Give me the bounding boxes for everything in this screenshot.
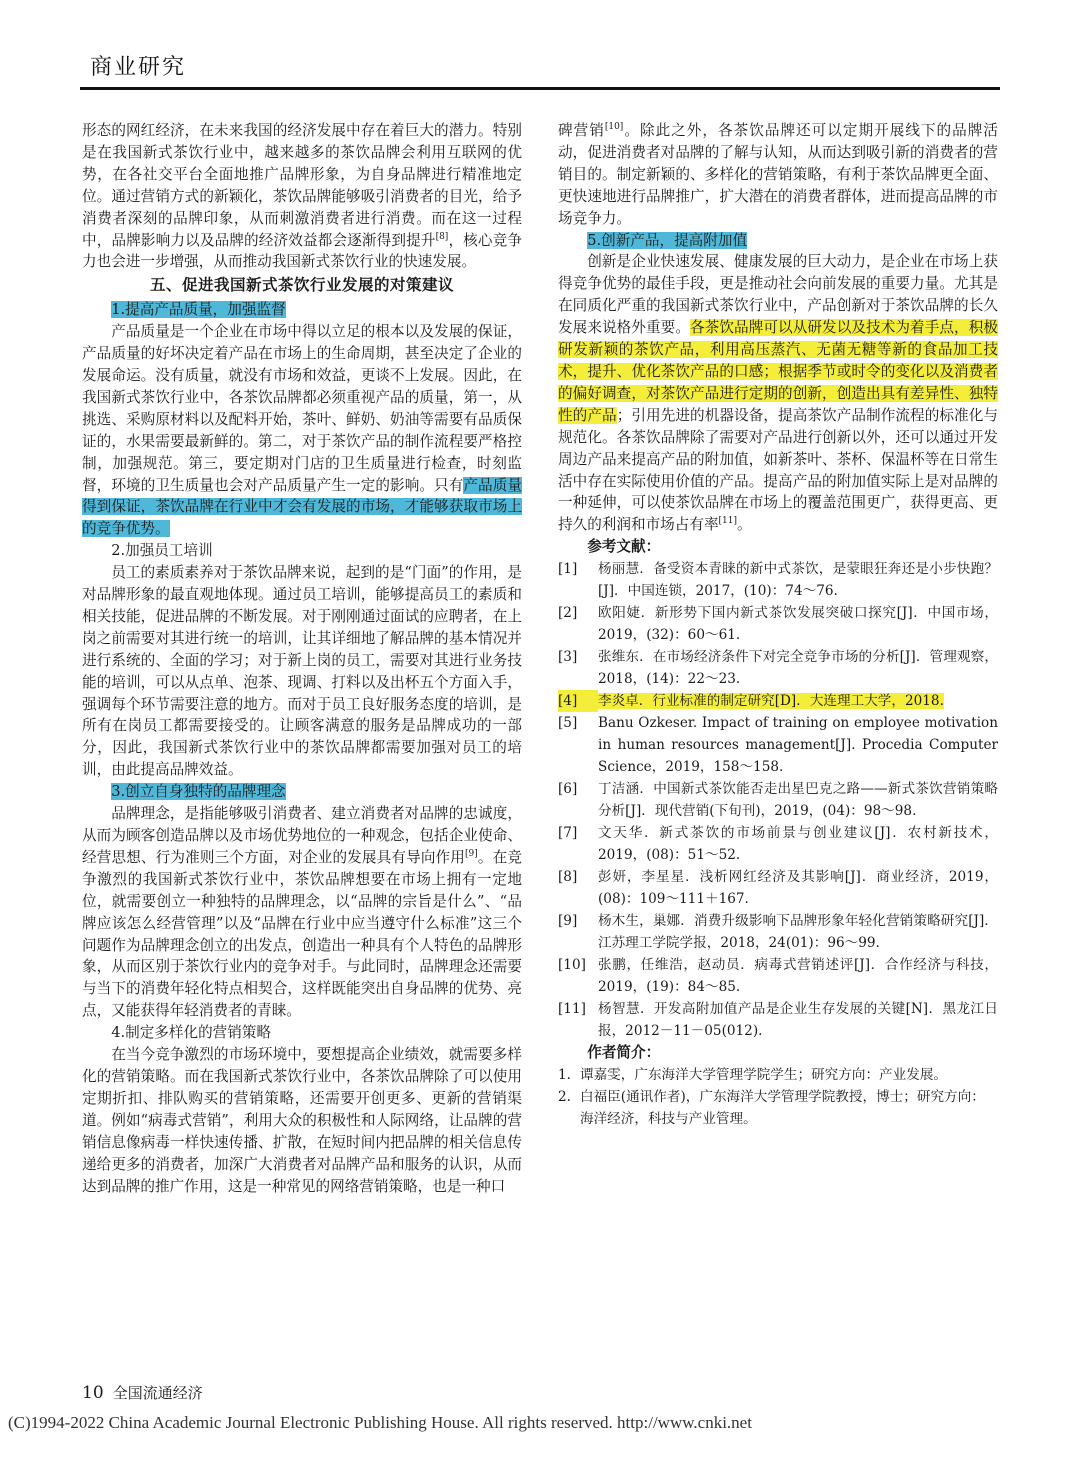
highlight-quality: 产品质量得到保证，茶饮品牌在行业中才会有发展的市场，才能够获取市场上的竞争优势。 <box>82 476 522 538</box>
subheading-4: 4.制定多样化的营销策略 <box>111 1024 272 1042</box>
reference-item: [1] 杨丽慧．备受资本青睐的新中式茶饮，是蒙眼狂奔还是小步快跑？[J]．中国连锁，2017，(10)：74～76. <box>558 561 998 600</box>
paragraph-training: 员工的素质素养对于茶饮品牌来说，起到的是“门面”的作用，是对品牌形象的最直观地体现。通过员工培训，能够提高员工的素质和相关技能，促进品牌的不断发展。对于刚刚通过面试的应聘者，在上岗之前需要对其进行统一的培训，让其详细地了解品牌的基本情况并进行系统的、全面的学习；对于新上岗的员工，需要对其进行业务技能的培训，可以从点单、泡茶、现调、打料以及出杯五个方面入手，强调每个环节需要注意的地方。而对于员工良好服务态度的培训，是所有在岗员工都需要接受的。让顾客满意的服务是品牌成功的一部分，因此，我国新式茶饮行业中的茶饮品牌都需要加强对员工的培训，由此提高品牌效益。 <box>82 564 522 779</box>
reference-item: [5] Banu Ozkeser. Impact of training on employee motivation in human resources management[J]. Procedia Computer Science，2019，158～158. <box>558 715 998 776</box>
subheading-3: 3.创立自身独特的品牌理念 <box>111 783 286 801</box>
page-footer <box>82 1382 582 1403</box>
reference-item-highlighted: [4] 李炎卓．行业标准的制定研究[D]．大连理工大学，2018. <box>558 690 998 712</box>
citation-11[interactable]: [11] <box>718 516 738 527</box>
highlight-innovation: 各茶饮品牌可以从研发以及技术为着手点，积极研发新颖的茶饮产品，利用高压蒸汽、无菌无糖等新的食品加工技术，提升、优化茶饮产品的口感；根据季节或时令的变化以及消费者的偏好调查，对茶饮产品进行定期的创新，创造出具有差异性、独特性的产品 <box>558 319 998 424</box>
reference-item: [2] 欧阳婕．新形势下国内新式茶饮发展突破口探究[J]．中国市场，2019，(32)：60～61. <box>558 605 998 644</box>
citation-10[interactable]: [10] <box>604 122 624 133</box>
citation-8[interactable]: [8] <box>435 231 449 242</box>
reference-item: [11] 杨智慧．开发高附加值产品是企业生存发展的关键[N]．黑龙江日报，2012－11－05(012). <box>558 1001 998 1040</box>
references-title: 参考文献： <box>587 538 661 556</box>
page-number: 10 <box>82 1383 104 1403</box>
paragraph-brand-concept: 品牌理念，是指能够吸引消费者、建立消费者对品牌的忠诚度，从而为顾客创造品牌以及市场优势地位的一种观念，包括企业使命、经营思想、行为准则三个方面，对企业的发展具有导向作用[9]。在竞争激烈的我国新式茶饮行业中，茶饮品牌想要在市场上拥有一定地位，就需要创立一种独特的品牌理念，以“品牌的宗旨是什么”、“品牌应该怎么经营管理”以及“品牌在行业中应当遵守什么标准”这三个问题作为品牌理念创立的出发点，创造出一种具有个人特色的品牌形象，从而区别于茶饮行业内的竞争对手。与此同时，品牌理念还需要与当下的消费年轻化特点相契合，这样既能突出自身品牌的优势、亮点，又能获得年轻消费者的青睐。 <box>82 805 522 1020</box>
copyright-notice: (C)1994-2022 China Academic Journal Electronic Publishing House. All rights reserved. http://www.cnki.net <box>8 1413 752 1432</box>
right-column <box>558 120 998 1130</box>
references-list <box>558 558 998 1042</box>
section-label: 商业研究 <box>90 55 187 80</box>
author-item: 2. 白福臣(通讯作者)，广东海洋大学管理学院教授，博士；研究方向：海洋经济，科技与产业管理。 <box>558 1089 985 1128</box>
section-heading-5: 五、促进我国新式茶饮行业发展的对策建议 <box>149 276 454 295</box>
paragraph-marketing-cont: 碑营销[10]。除此之外，各茶饮品牌还可以定期开展线下的品牌活动，促进消费者对品牌的了解与认知，从而达到吸引新的消费者的营销目的。制定新颖的、多样化的营销策略，有利于茶饮品牌更全面、更快速地进行品牌推广，扩大潜在的消费者群体，进而提高品牌的市场竞争力。 <box>558 122 998 227</box>
journal-name: 全国流通经济 <box>112 1384 203 1402</box>
reference-item: [9] 杨木生，巢娜．消费升级影响下品牌形象年轻化营销策略研究[J]．江苏理工学院学报，2018，24(01)：96～99. <box>558 913 998 952</box>
left-column <box>82 120 522 1197</box>
reference-item: [10] 张鹏，任维浩，赵动员．病毒式营销述评[J]．合作经济与科技，2019，(19)：84～85. <box>558 957 998 996</box>
subheading-2: 2.加强员工培训 <box>111 542 213 560</box>
paragraph-quality: 产品质量是一个企业在市场中得以立足的根本以及发展的保证，产品质量的好坏决定着产品在市场上的生命周期，甚至决定了企业的发展命运。没有质量，就没有市场和效益，更谈不上发展。因此，在我国新式茶饮行业中，各茶饮品牌都必须重视产品的质量，第一，从挑选、采购原材料以及配料开始，茶叶、鲜奶、奶油等需要有品质保证的，水果需要最新鲜的。第二，对于茶饮产品的制作流程要严格控制，加强规范。第三，要定期对门店的卫生质量进行检查，时刻监督，环境的卫生质量也会对产品质量产生一定的影响。只有产品质量得到保证，茶饮品牌在行业中才会有发展的市场，才能够获取市场上的竞争优势。 <box>82 323 522 538</box>
subheading-1: 1.提高产品质量，加强监督 <box>111 301 286 319</box>
header-rule <box>80 87 1000 90</box>
reference-item: [6] 丁洁涵．中国新式茶饮能否走出星巴克之路——新式茶饮营销策略分析[J]．现代营销(下旬刊)，2019，(04)：98～98. <box>558 781 998 820</box>
authors-list <box>558 1064 998 1130</box>
paragraph-innovation: 创新是企业快速发展、健康发展的巨大动力，是企业在市场上获得竞争优势的最佳手段，更是推动社会向前发展的重要力量。尤其是在同质化严重的我国新式茶饮行业中，产品创新对于茶饮品牌的长久发展来说格外重要。各茶饮品牌可以从研发以及技术为着手点，积极研发新颖的茶饮产品，利用高压蒸汽、无菌无糖等新的食品加工技术，提升、优化茶饮产品的口感；根据季节或时令的变化以及消费者的偏好调查，对茶饮产品进行定期的创新，创造出具有差异性、独特性的产品；引用先进的机器设备，提高茶饮产品制作流程的标准化与规范化。各茶饮品牌除了需要对产品进行创新以外，还可以通过开发周边产品来提高产品的附加值，如新茶叶、茶杯、保温杯等在日常生活中存在实际使用价值的产品。提高产品的附加值实际上是对品牌的一种延伸，可以使茶饮品牌在市场上的覆盖范围更广，获得更高、更持久的利润和市场占有率[11]。 <box>558 253 998 534</box>
reference-item: [8] 彭妍，李星星．浅析网红经济及其影响[J]．商业经济，2019，(08)：109～111＋167. <box>558 869 998 908</box>
authors-title: 作者简介： <box>587 1044 661 1062</box>
page-header <box>80 50 1000 90</box>
citation-9[interactable]: [9] <box>465 849 478 860</box>
reference-item: [7] 文天华．新式茶饮的市场前景与创业建议[J]．农村新技术，2019，(08)：51～52. <box>558 825 998 864</box>
reference-item: [3] 张维东．在市场经济条件下对完全竞争市场的分析[J]．管理观察，2018，(14)：22～23. <box>558 649 998 688</box>
author-item: 1. 谭嘉雯，广东海洋大学管理学院学生；研究方向：产业发展。 <box>558 1067 948 1084</box>
subheading-5: 5.创新产品，提高附加值 <box>587 231 748 249</box>
paragraph-marketing: 在当今竞争激烈的市场环境中，要想提高企业绩效，就需要多样化的营销策略。而在我国新式茶饮行业中，各茶饮品牌除了可以使用定期折扣、排队购买的营销策略，还需要开创更多、更新的营销渠道。例如“病毒式营销”，利用大众的积极性和人际网络，让品牌的营销信息像病毒一样快速传播、扩散，在短时间内把品牌的相关信息传递给更多的消费者，加深广大消费者对品牌产品和服务的认识，从而达到品牌的推广作用，这是一种常见的网络营销策略，也是一种口 <box>82 1046 522 1195</box>
paragraph-intro: 形态的网红经济，在未来我国的经济发展中存在着巨大的潜力。特别是在我国新式茶饮行业中，越来越多的茶饮品牌会利用互联网的优势，在各社交平台全面地推广品牌形象，为自身品牌进行精准地定位。通过营销方式的新颖化，茶饮品牌能够吸引消费者的目光，给予消费者深刻的品牌印象，从而刺激消费者进行消费。而在这一过程中，品牌影响力以及品牌的经济效益都会逐渐得到提升[8]，核心竞争力也会进一步增强，从而推动我国新式茶饮行业的快速发展。 <box>82 122 522 271</box>
